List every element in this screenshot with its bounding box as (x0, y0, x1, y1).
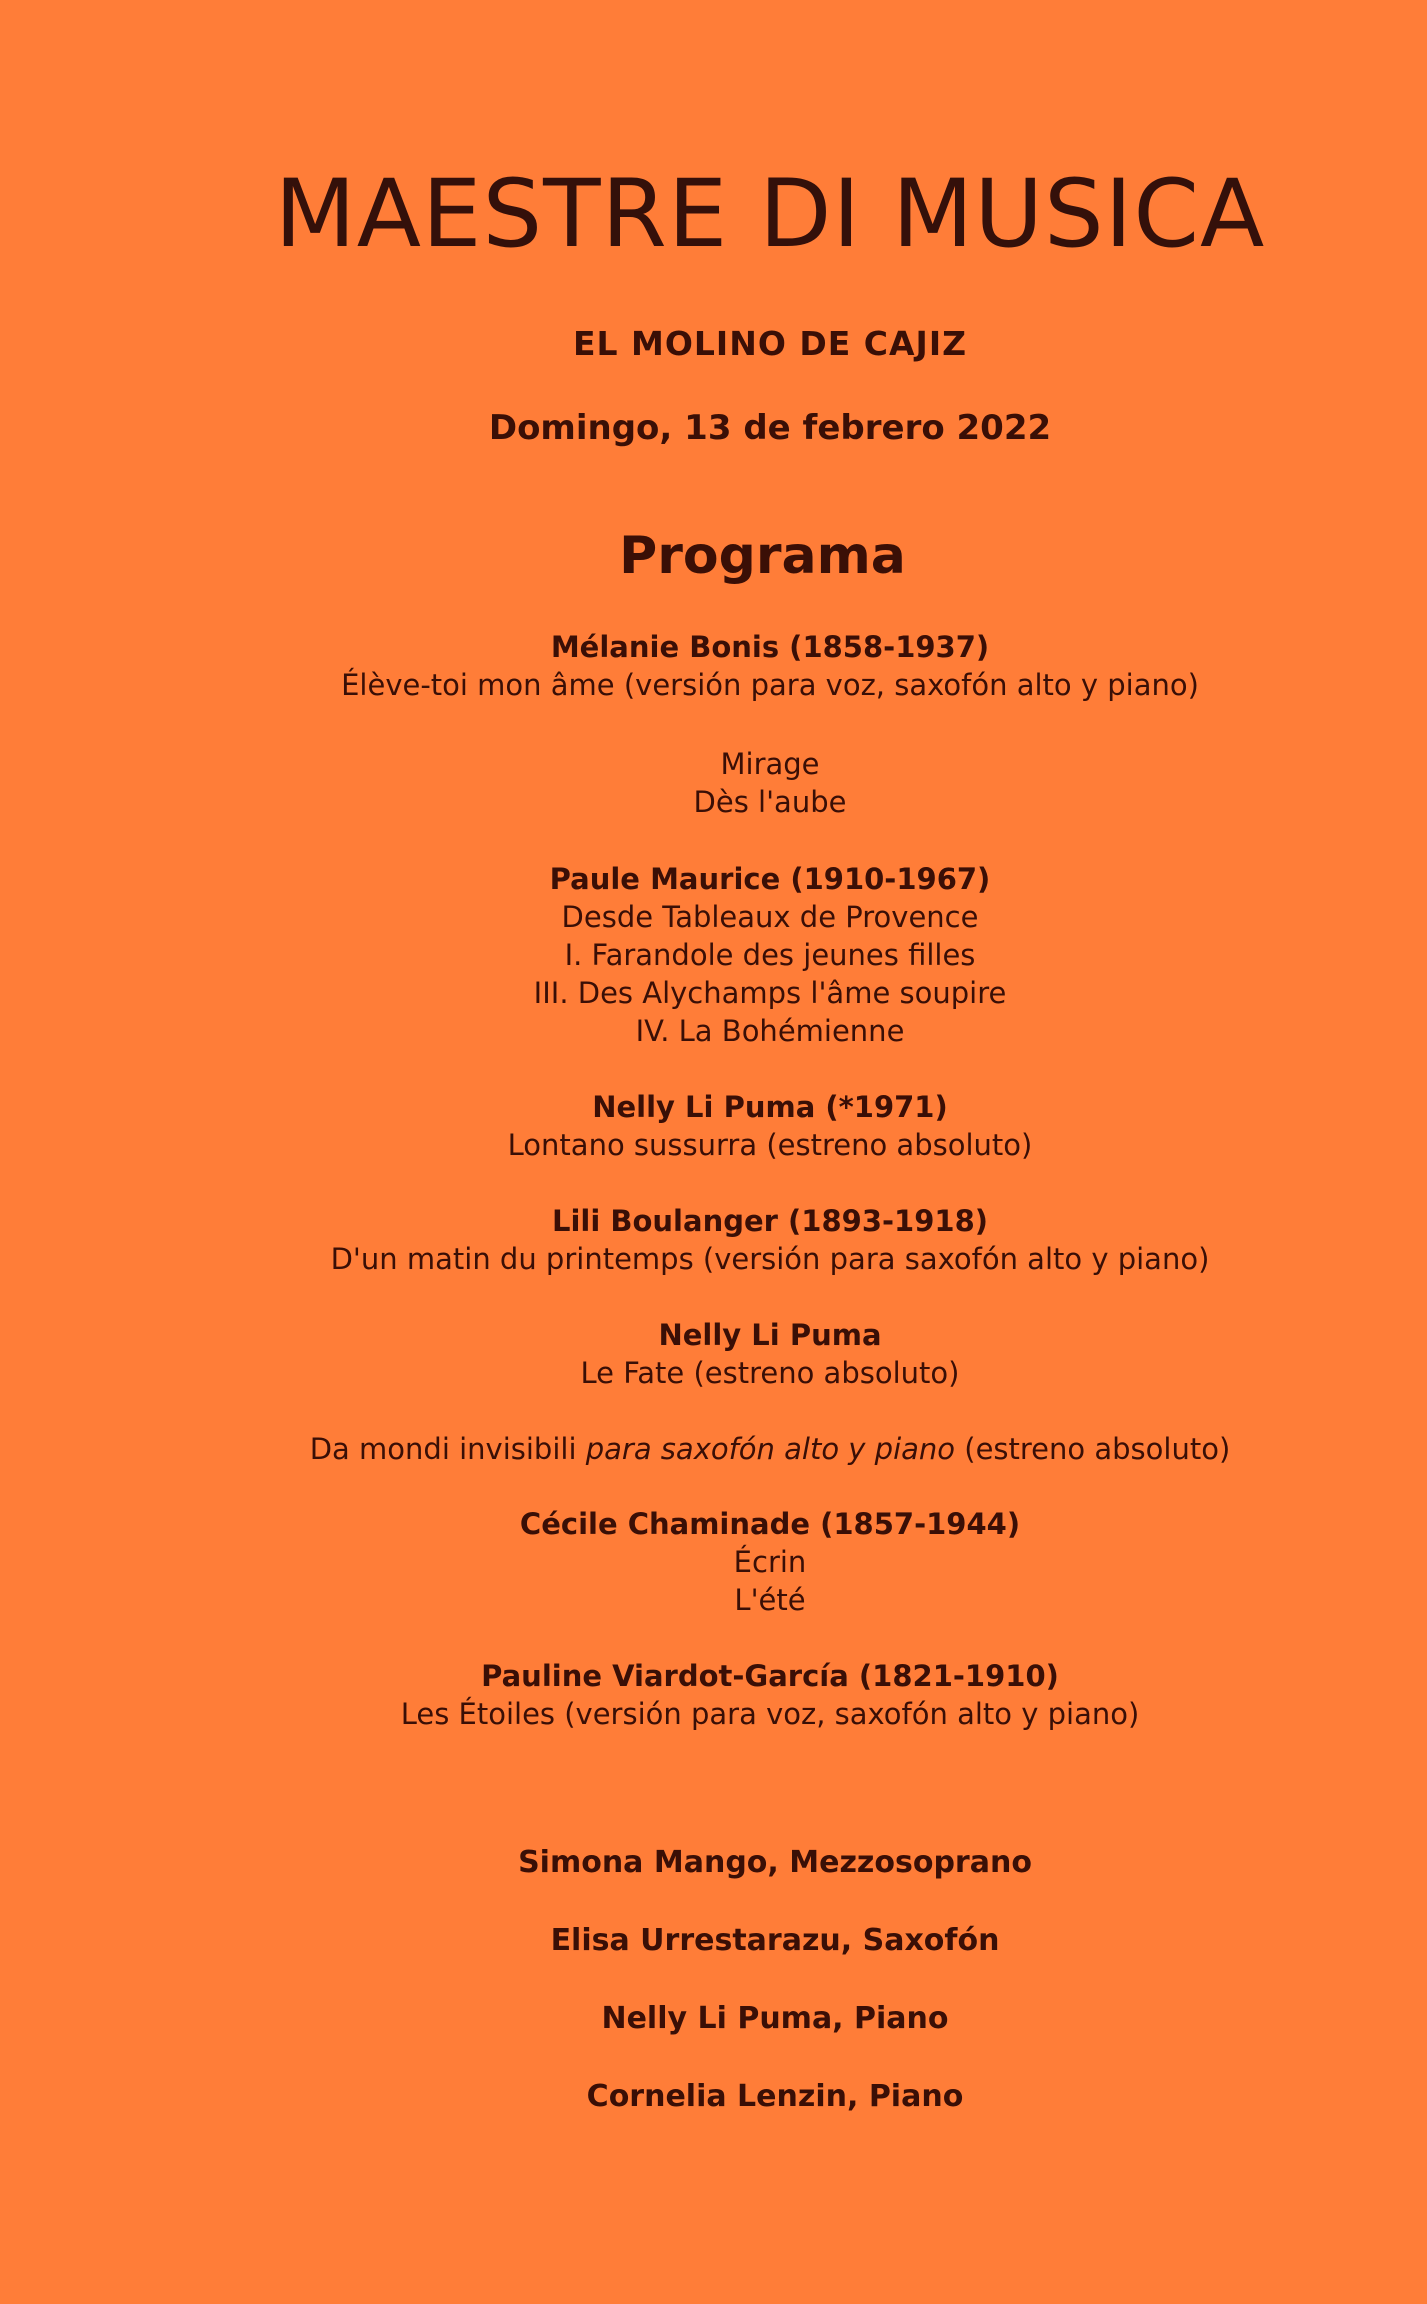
work-bonis-mirage: Mirage (720, 747, 820, 781)
work-maurice-tableaux: Desde Tableaux de Provence (561, 900, 979, 934)
work-lontano-sussurra: Lontano sussurra (estreno absoluto) (507, 1128, 1033, 1162)
work-maurice-farandole: I. Farandole des jeunes filles (564, 938, 976, 972)
venue-name: EL MOLINO DE CAJIZ (572, 324, 968, 363)
composer-li-puma: Nelly Li Puma (*1971) (592, 1090, 948, 1124)
composer-bonis: Mélanie Bonis (1858-1937) (550, 630, 990, 664)
composer-chaminade: Cécile Chaminade (1857-1944) (519, 1507, 1021, 1541)
work-da-mondi-note: (estreno absoluto) (955, 1432, 1231, 1466)
performer-piano-li-puma: Nelly Li Puma, Piano (601, 2001, 949, 2036)
composer-boulanger: Lili Boulanger (1893-1918) (551, 1204, 989, 1238)
work-maurice-bohemienne: IV. La Bohémienne (635, 1014, 905, 1048)
composer-maurice: Paule Maurice (1910-1967) (549, 862, 991, 896)
performer-mezzosoprano: Simona Mango, Mezzosoprano (518, 1845, 1032, 1880)
work-le-fate: Le Fate (estreno absoluto) (580, 1356, 960, 1390)
work-boulanger-matin: D'un matin du printemps (versión para saxofón alto y piano) (330, 1242, 1210, 1276)
work-da-mondi-title: Da mondi invisibili (309, 1432, 586, 1466)
work-chaminade-lete: L'été (734, 1583, 806, 1617)
performer-saxofon: Elisa Urrestarazu, Saxofón (550, 1923, 1000, 1958)
concert-date: Domingo, 13 de febrero 2022 (488, 408, 1052, 448)
work-viardot-etoiles: Les Étoiles (versión para voz, saxofón alto y piano) (400, 1697, 1140, 1731)
work-maurice-alychamps: III. Des Alychamps l'âme soupire (533, 976, 1007, 1010)
work-da-mondi-invisibili (0, 1430, 1427, 1468)
performer-piano-lenzin: Cornelia Lenzin, Piano (586, 2079, 964, 2114)
page-title: MAESTRE DI MUSICA (274, 160, 1266, 269)
work-bonis-eleve-toi: Élève-toi mon âme (versión para voz, saxofón alto y piano) (341, 668, 1199, 702)
composer-viardot: Pauline Viardot-García (1821-1910) (481, 1659, 1059, 1693)
program-heading: Programa (619, 526, 906, 586)
work-chaminade-ecrin: Écrin (733, 1545, 807, 1579)
work-da-mondi-instrumentation: para saxofón alto y piano (585, 1432, 956, 1466)
work-bonis-des-laube: Dès l'aube (693, 785, 847, 819)
composer-li-puma-2: Nelly Li Puma (658, 1318, 882, 1352)
